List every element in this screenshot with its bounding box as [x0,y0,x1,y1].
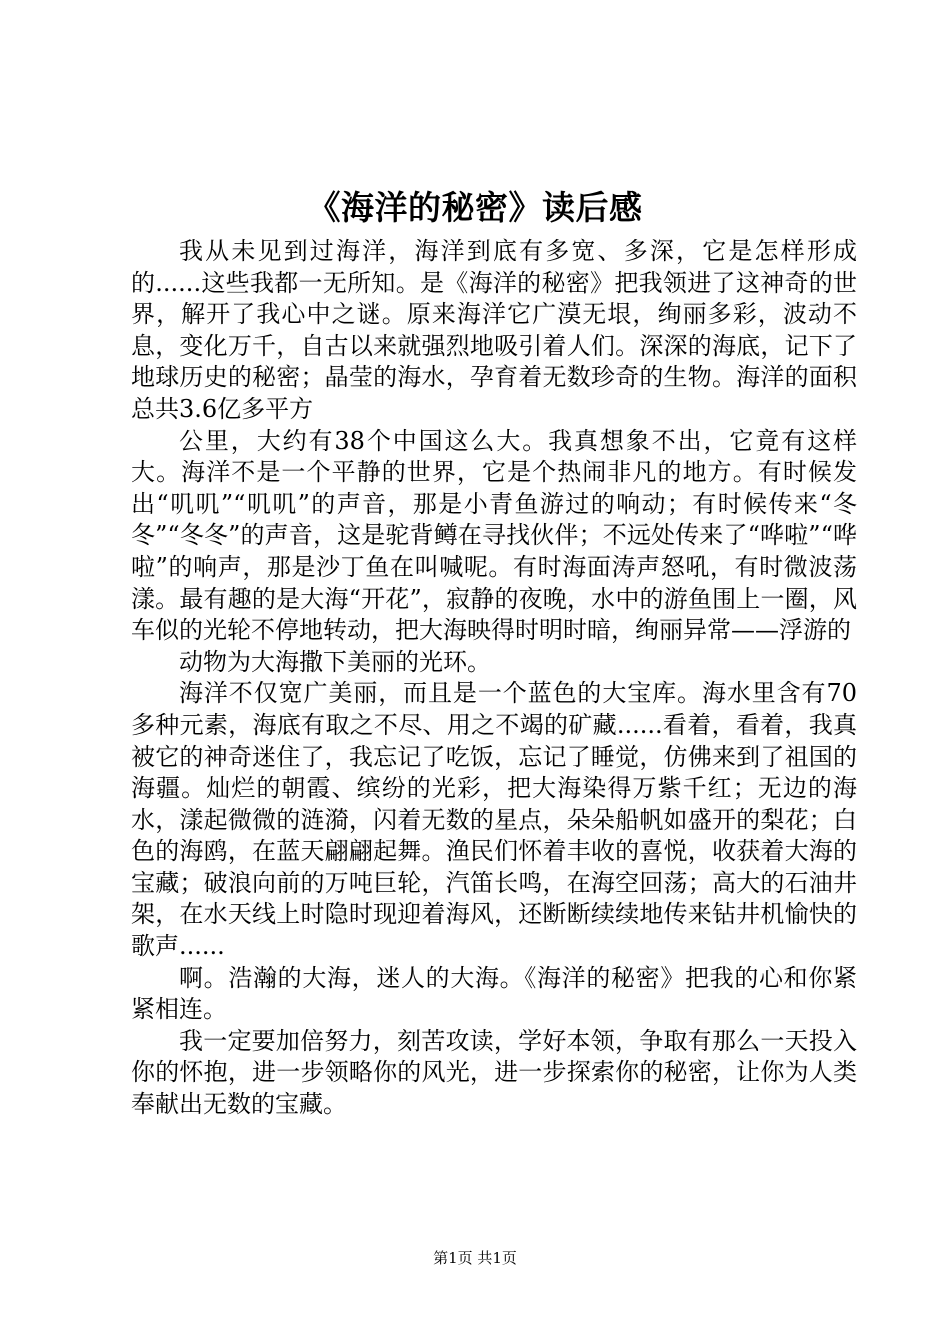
paragraph: 海洋不仅宽广美丽，而且是一个蓝色的大宝库。海水里含有70多种元素，海底有取之不尽、用之不竭的矿藏......看着，看着，我真被它的神奇迷住了，我忘记了吃饭，忘记了睡觉，仿佛来到了祖国的海疆。灿烂的朝霞、缤纷的光彩，把大海染得万紫千红；无边的海水，漾起微微的涟漪，闪着无数的星点，朵朵船帆如盛开的梨花；白色的海鸥，在蓝天翩翩起舞。渔民们怀着丰收的喜悦，收获着大海的宝藏；破浪向前的万吨巨轮，汽笛长鸣，在海空回荡；高大的石油井架，在水天线上时隐时现迎着海风，还断断续续地传来钻井机愉快的歌声...... [131,679,857,961]
paragraph: 我从未见到过海洋，海洋到底有多宽、多深，它是怎样形成的......这些我都一无所知。是《海洋的秘密》把我领进了这神奇的世界，解开了我心中之谜。原来海洋它广漠无垠，绚丽多彩，波动不息，变化万千，自古以来就强烈地吸引着人们。深深的海底，记下了地球历史的秘密；晶莹的海水，孕育着无数珍奇的生物。海洋的面积总共3.6亿多平方 [131,237,857,423]
paragraph: 我一定要加倍努力，刻苦攻读，学好本领，争取有那么一天投入你的怀抱，进一步领略你的风光，进一步探索你的秘密，让你为人类奉献出无数的宝藏。 [131,1026,857,1119]
paragraph: 公里，大约有38个中国这么大。我真想象不出，它竟有这样大。海洋不是一个平静的世界，它是个热闹非凡的地方。有时候发出“叽叽”“叽叽”的声音，那是小青鱼游过的响动；有时候传来“冬冬”“冬冬”的声音，这是驼背鳟在寻找伙伴；不远处传来了“哗啦”“哗啦”的响声，那是沙丁鱼在叫喊呢。有时海面涛声怒吼，有时微波荡漾。最有趣的是大海“开花”，寂静的夜晚，水中的游鱼围上一圈，风车似的光轮不停地转动，把大海映得时明时暗，绚丽异常——浮游的 [131,426,857,645]
document-title: 《海洋的秘密》读后感 [307,188,643,227]
page-number-footer: 第1页 共1页 [433,1249,517,1267]
paragraph: 啊。浩瀚的大海，迷人的大海。《海洋的秘密》把我的心和你紧紧相连。 [131,963,857,1024]
paragraph: 动物为大海撒下美丽的光环。 [179,647,491,676]
document-body [131,236,857,1121]
